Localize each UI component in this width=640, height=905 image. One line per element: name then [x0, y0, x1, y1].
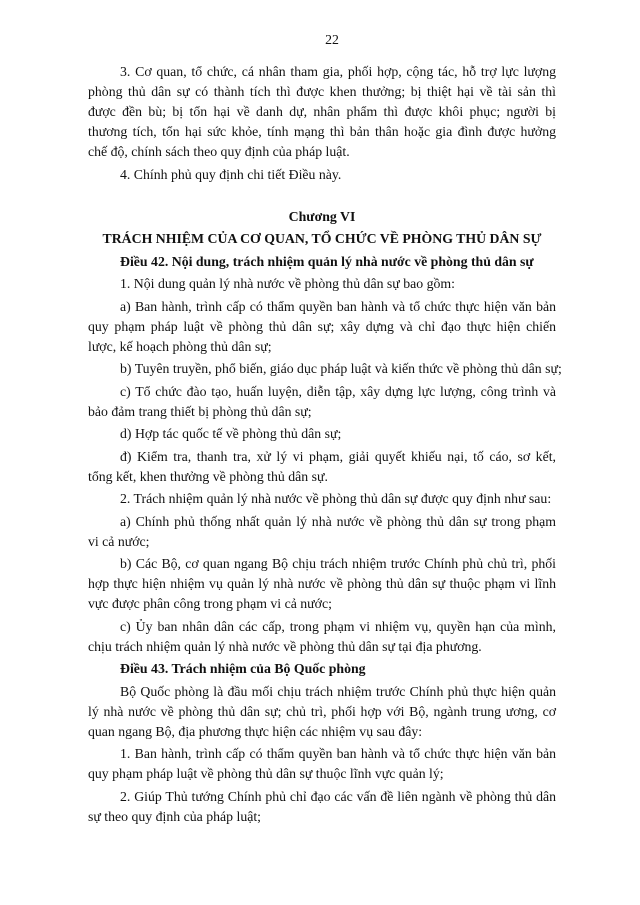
text-line: c) Tổ chức đào tạo, huấn luyện, diễn tập, xây dựng lực lượng, công trình và: [120, 383, 556, 399]
text-line: 1. Ban hành, trình cấp có thẩm quyền ban hành và tổ chức thực hiện văn bản: [120, 746, 556, 761]
text-line: b) Tuyên truyền, phổ biến, giáo dục pháp luật và kiến thức về phòng thủ dân sự;: [120, 361, 562, 376]
text-line: chế độ, chính sách theo quy định của pháp luật.: [88, 144, 350, 159]
text-line: quy phạm pháp luật về phòng thủ dân sự; xây dựng và chỉ đạo thực hiện chiến: [88, 318, 556, 334]
text-line: d) Hợp tác quốc tế về phòng thủ dân sự;: [120, 426, 342, 441]
article-42-clause-1-point-dd: [88, 447, 556, 487]
text-line: Bộ Quốc phòng là đầu mối chịu trách nhiệm trước Chính phủ thực hiện quản: [120, 683, 556, 699]
article-42-clause-1-point-d: [88, 424, 556, 444]
text-line: sự theo quy định của pháp luật;: [88, 808, 262, 824]
text-line: a) Ban hành, trình cấp có thẩm quyền ban hành và tổ chức thực hiện văn bản: [120, 298, 556, 314]
text-line: lý nhà nước về phòng thủ dân sự; chủ trì, phối hợp với Bộ, ngành trung ương, cơ: [88, 703, 556, 719]
text-line: bảo đảm trang thiết bị phòng thủ dân sự;: [88, 403, 312, 419]
text-line: thương tích, tổn hại sức khỏe, tính mạng thì bản thân hoặc gia đình được hưởng: [88, 124, 556, 139]
article-42-clause-2: [88, 489, 556, 509]
article-43-heading: Điều 43. Trách nhiệm của Bộ Quốc phòng: [120, 661, 366, 676]
document-body: [88, 62, 562, 829]
text-line: c) Ủy ban nhân dân các cấp, trong phạm vi nhiệm vụ, quyền hạn của mình,: [120, 618, 556, 634]
text-line: chịu trách nhiệm quản lý nhà nước về phòng thủ dân sự tại địa phương.: [88, 638, 482, 654]
article-42-heading-block: [88, 252, 556, 272]
article-43-intro: [88, 682, 556, 742]
text-line: 3. Cơ quan, tổ chức, cá nhân tham gia, phối hợp, cộng tác, hỗ trợ lực lượng: [120, 64, 556, 79]
text-line: tổng kết, khen thưởng về phòng thủ dân sự.: [88, 468, 328, 484]
article-43-clause-2: [88, 787, 556, 827]
text-line: b) Các Bộ, cơ quan ngang Bộ chịu trách nhiệm trước Chính phủ chủ trì, phối: [120, 556, 556, 571]
chapter-number: Chương VI: [288, 208, 356, 224]
chapter-heading: [88, 207, 556, 227]
article-41-clause-4: [88, 165, 556, 185]
text-line: 2. Giúp Thủ tướng Chính phủ chỉ đạo các vấn đề liên ngành về phòng thủ dân: [120, 788, 556, 804]
text-line: vực được phân công trong phạm vi cả nước;: [88, 596, 332, 611]
article-43-heading-block: [88, 659, 556, 679]
text-line: 4. Chính phủ quy định chi tiết Điều này.: [120, 166, 342, 182]
article-41-clause-3: [88, 62, 556, 162]
article-43-clause-1: [88, 744, 556, 784]
text-line: 1. Nội dung quản lý nhà nước về phòng thủ dân sự bao gồm:: [120, 276, 455, 291]
text-line: quy phạm pháp luật về phòng thủ dân sự thuộc lĩnh vực quản lý;: [88, 766, 444, 781]
article-42-clause-1-point-b: [88, 359, 562, 379]
text-line: được đền bù; bị tổn hại về danh dự, nhân phẩm thì được khôi phục; người bị: [88, 104, 556, 119]
article-42-clause-1-point-c: [88, 382, 556, 422]
page-number: 22: [325, 32, 339, 47]
article-42-clause-2-point-a: [88, 512, 556, 552]
text-line: 2. Trách nhiệm quản lý nhà nước về phòng thủ dân sự được quy định như sau:: [120, 491, 552, 506]
article-42-clause-2-point-b: [88, 554, 556, 614]
text-line: hợp thực hiện nhiệm vụ quản lý nhà nước về phòng thủ dân sự thuộc phạm vi lĩnh: [88, 576, 556, 591]
article-42-clause-1-point-a: [88, 297, 556, 357]
chapter-title-block: [88, 229, 556, 249]
article-42-heading: Điều 42. Nội dung, trách nhiệm quản lý nhà nước về phòng thủ dân sự: [120, 253, 534, 269]
text-line: đ) Kiểm tra, thanh tra, xử lý vi phạm, giải quyết khiếu nại, tố cáo, sơ kết,: [120, 448, 556, 464]
chapter-title: TRÁCH NHIỆM CỦA CƠ QUAN, TỔ CHỨC VỀ PHÒNG THỦ DÂN SỰ: [102, 231, 542, 246]
text-line: phòng thủ dân sự có thành tích thì được khen thưởng; bị thiệt hại về tài sản thì: [88, 84, 556, 99]
text-line: lược, kế hoạch phòng thủ dân sự;: [88, 338, 272, 354]
article-42-clause-1: [88, 274, 556, 294]
text-line: vi cả nước;: [88, 533, 150, 549]
article-42-clause-2-point-c: [88, 617, 556, 657]
text-line: a) Chính phủ thống nhất quản lý nhà nước về phòng thủ dân sự trong phạm: [120, 513, 556, 529]
text-line: quan ngang Bộ, địa phương thực hiện các nhiệm vụ sau đây:: [88, 723, 423, 739]
